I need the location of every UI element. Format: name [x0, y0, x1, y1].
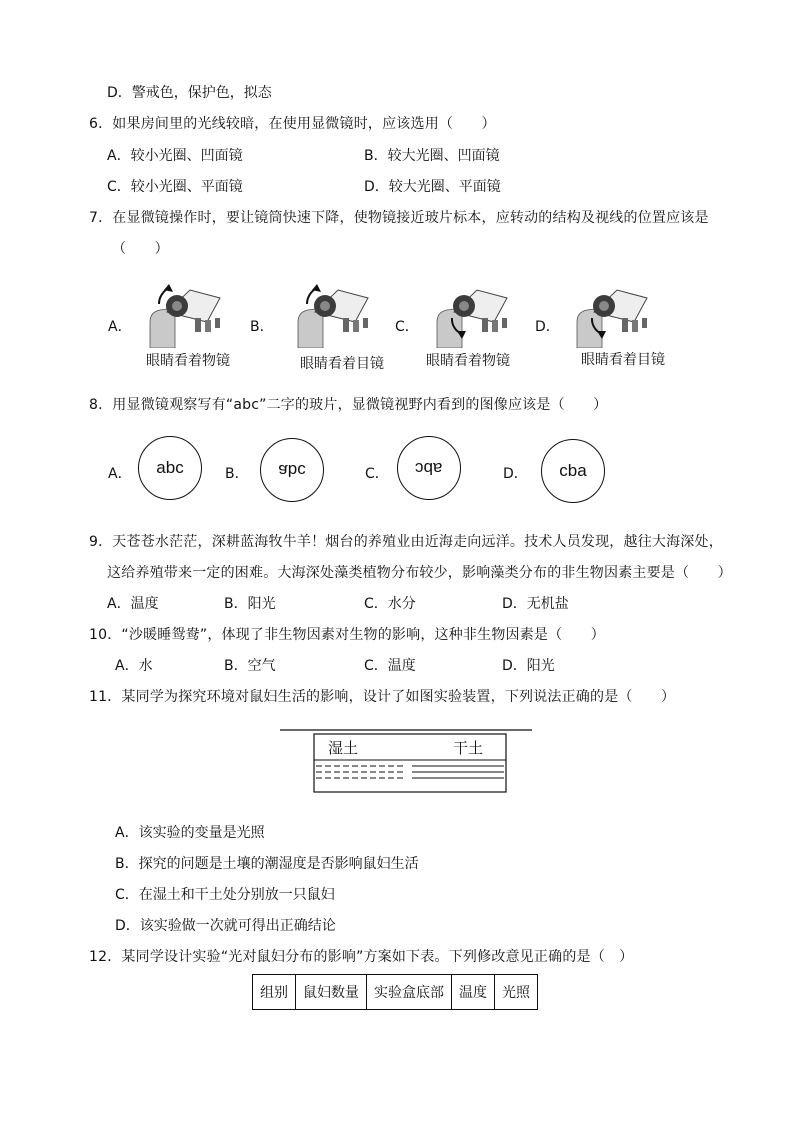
q10-option-a: A．水 — [115, 658, 153, 674]
image-text-a: abc — [156, 458, 184, 477]
wet-soil-label: 湿土 — [328, 739, 359, 757]
q7-caption-c: 眼睛看着物镜 — [426, 353, 510, 369]
q10-option-c: C．温度 — [364, 658, 416, 674]
q9-option-d: D．无机盐 — [502, 596, 569, 612]
q7-label-b: B． — [250, 319, 274, 335]
field-of-view-c — [397, 436, 461, 500]
q11-stem: 11．某同学为探究环境对鼠妇生活的影响，设计了如图实验装置，下列说法正确的是（ ） — [89, 689, 676, 705]
q7-stem-line2: （ ） — [112, 241, 169, 257]
image-text-c: abc — [415, 459, 443, 478]
q7-caption-b: 眼睛看着目镜 — [300, 356, 384, 372]
q9-option-c: C．水分 — [364, 596, 416, 612]
q7-stem-line1: 7．在显微镜操作时，要让镜筒快速下降，使物镜接近玻片标本，应转动的结构及视线的位置应该是 — [89, 210, 709, 226]
q6-option-c: C．较小光圈、平面镜 — [107, 179, 243, 195]
dry-soil-label: 干土 — [453, 739, 484, 757]
q6-option-d: D．较大光圈、平面镜 — [364, 179, 501, 195]
q6-option-a: A．较小光圈、凹面镜 — [107, 148, 243, 164]
q9-stem-line1: 9．天苍苍水茫茫，深耕蓝海牧牛羊！烟台的养殖业由近海走向远洋。技术人员发现，越往大海深处， — [89, 534, 723, 550]
q11-option-c: C．在湿土和干土处分别放一只鼠妇 — [115, 887, 335, 903]
q8-label-a: A． — [108, 466, 132, 482]
q7-caption-d: 眼睛看着目镜 — [581, 352, 665, 368]
q6-option-b: B．较大光圈、凹面镜 — [364, 148, 500, 164]
image-text-d: cba — [559, 461, 587, 480]
q7-caption-a: 眼睛看着物镜 — [146, 353, 230, 369]
q8-stem: 8．用显微镜观察写有“abc”二字的玻片，显微镜视野内看到的图像应该是（ ） — [89, 397, 608, 413]
q8-label-b: B． — [225, 466, 249, 482]
experiment-box-diagram — [280, 728, 534, 796]
q9-stem-line2: 这给养殖带来一定的困难。大海深处藻类植物分布较少，影响藻类分布的非生物因素主要是（ ） — [107, 565, 732, 581]
q9-option-b: B．阳光 — [224, 596, 276, 612]
field-of-view-a — [138, 436, 202, 500]
header-count: 鼠妇数量 — [296, 975, 367, 1010]
microscope-image-c — [432, 282, 517, 348]
microscope-image-a — [145, 282, 230, 348]
field-of-view-d — [541, 439, 605, 503]
q7-label-a: A． — [108, 319, 132, 335]
q11-option-a: A．该实验的变量是光照 — [115, 825, 265, 841]
q7-label-c: C． — [395, 319, 419, 335]
header-temperature: 温度 — [452, 975, 495, 1010]
field-of-view-b — [260, 438, 324, 502]
q10-stem: 10．“沙暖睡鸳鸯”，体现了非生物因素对生物的影响，这种非生物因素是（ ） — [89, 627, 605, 643]
q9-option-a: A．温度 — [107, 596, 159, 612]
table-header-row — [253, 975, 538, 1010]
q10-option-b: B．空气 — [224, 658, 276, 674]
microscope-image-d — [572, 282, 657, 348]
q7-label-d: D． — [535, 319, 560, 335]
header-box-bottom: 实验盒底部 — [367, 975, 452, 1010]
header-light: 光照 — [495, 975, 538, 1010]
q5-option-d: D．警戒色，保护色，拟态 — [107, 85, 272, 101]
q11-option-d: D．该实验做一次就可得出正确结论 — [115, 918, 336, 934]
q11-option-b: B．探究的问题是土壤的潮湿度是否影响鼠妇生活 — [115, 856, 419, 872]
q10-option-d: D．阳光 — [502, 658, 555, 674]
image-text-b: abc — [278, 461, 306, 480]
header-group: 组别 — [253, 975, 296, 1010]
experiment-plan-table — [252, 974, 538, 1010]
q6-stem: 6．如果房间里的光线较暗，在使用显微镜时，应该选用（ ） — [89, 116, 496, 132]
q8-label-c: C． — [365, 466, 389, 482]
q12-stem: 12．某同学设计实验“光对鼠妇分布的影响”方案如下表。下列修改意见正确的是（ ） — [89, 949, 634, 965]
q8-label-d: D． — [503, 466, 528, 482]
microscope-image-b — [293, 282, 378, 348]
